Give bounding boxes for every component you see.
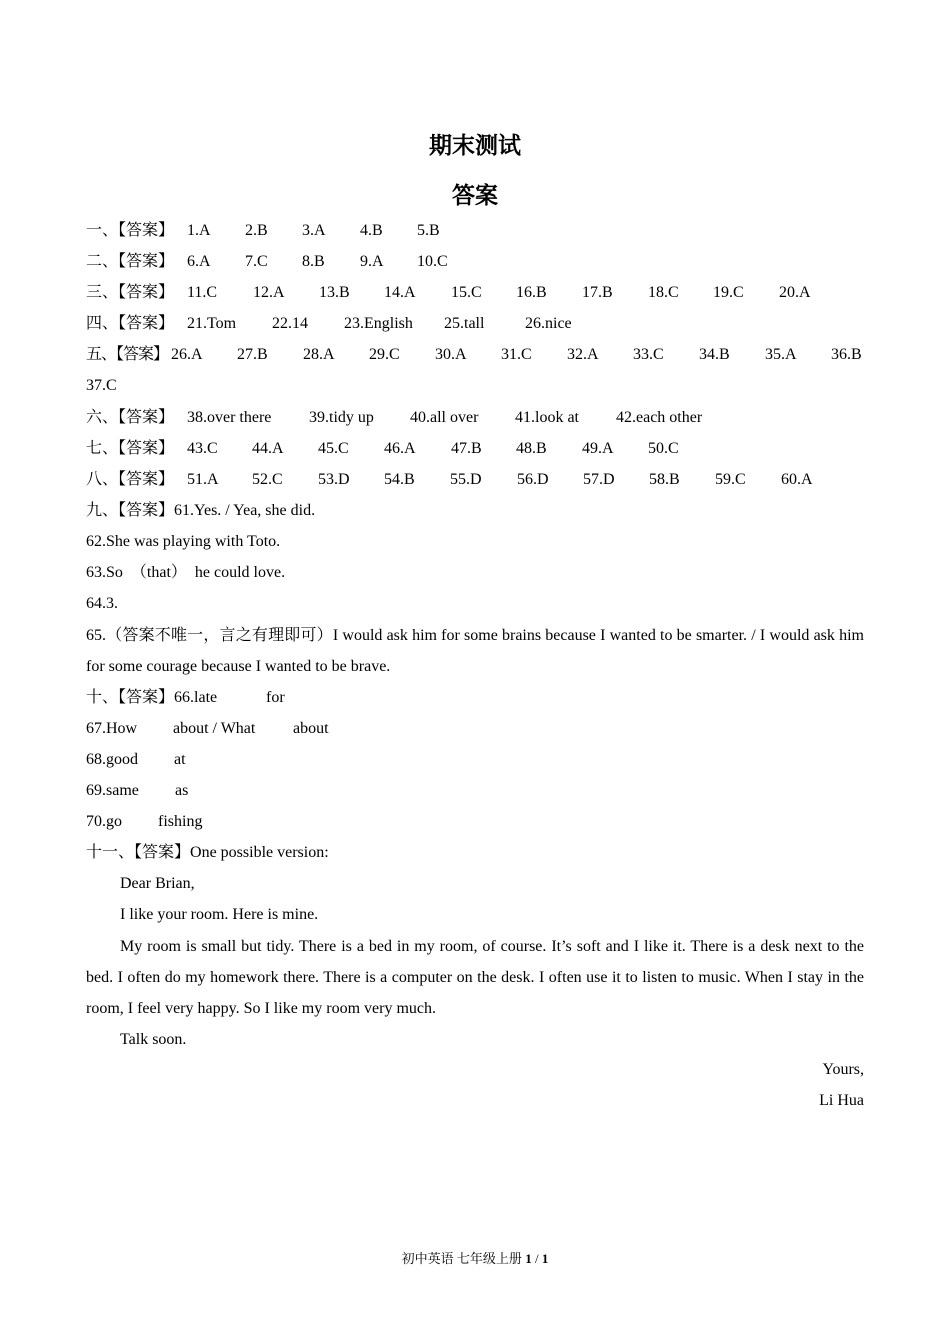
answer-item: 54.B [384, 471, 415, 488]
letter-signature: Li Hua [819, 1092, 864, 1109]
answer-row-5 [86, 345, 862, 365]
answer-item: 11.C [187, 284, 218, 301]
answer-item: 26.A [171, 346, 203, 363]
letter-paragraph-1: I like your room. Here is mine. [120, 906, 319, 923]
answer-item: 7.C [245, 253, 268, 270]
answer-item: 30.A [435, 346, 467, 363]
footer-text: 初中英语 七年级上册 [401, 1251, 522, 1266]
page-footer [0, 1248, 950, 1267]
answer-item: 17.B [582, 284, 613, 301]
footer-separator: / [534, 1251, 539, 1266]
answer-row-8 [86, 470, 813, 490]
answer-item: 50.C [648, 440, 679, 457]
answer-item: 2.B [245, 222, 268, 239]
answer-row-5-cont [86, 376, 117, 396]
section-10-q67 [86, 719, 329, 739]
answer-item: 18.C [648, 284, 679, 301]
answer-text: 61.Yes. / Yea, she did. [174, 502, 316, 519]
answer-item: 43.C [187, 440, 218, 457]
answer-item: 13.B [319, 284, 350, 301]
answer-item: 29.C [369, 346, 400, 363]
answer-item: 3.A [302, 222, 326, 239]
answer-item: 28.A [303, 346, 335, 363]
answer-item: 48.B [516, 440, 547, 457]
answer-item: 58.B [649, 471, 680, 488]
answer-item: 47.B [451, 440, 482, 457]
page-subtitle: 答案 [452, 183, 498, 209]
row-label: 一、【答案】 [86, 222, 175, 239]
answer-item: 31.C [501, 346, 532, 363]
answer-text: for [266, 689, 285, 706]
row-label: 九、【答案】 [86, 502, 175, 519]
section-9-q64: 64.3. [86, 595, 118, 612]
answer-item: 26.nice [525, 315, 572, 332]
answer-item: 14.A [384, 284, 416, 301]
footer-page-number: 1 [525, 1251, 532, 1266]
answer-text: One possible version: [190, 844, 329, 861]
row-label: 八、【答案】 [86, 471, 175, 488]
row-label: 七、【答案】 [86, 440, 175, 457]
answer-text: as [175, 782, 189, 799]
section-9-q62: 62.She was playing with Toto. [86, 533, 281, 550]
row-label: 十一、【答案】 [86, 844, 191, 861]
answer-item: 5.B [417, 222, 440, 239]
answer-item: 21.Tom [187, 315, 237, 332]
answer-item: 39.tidy up [309, 409, 374, 426]
answer-item: 34.B [699, 346, 730, 363]
answer-item: 42.each other [616, 409, 703, 426]
answer-row-6 [86, 408, 703, 428]
answer-item: 12.A [253, 284, 285, 301]
answer-item: 46.A [384, 440, 416, 457]
row-label: 六、【答案】 [86, 409, 175, 426]
answer-row-1 [86, 221, 440, 241]
letter-closing: Yours, [822, 1061, 864, 1078]
answer-item: 49.A [582, 440, 614, 457]
section-10-q66 [86, 688, 285, 708]
section-11-header [86, 843, 329, 863]
answer-item: 59.C [715, 471, 746, 488]
answer-item: 27.B [237, 346, 268, 363]
answer-item: 41.look at [515, 409, 579, 426]
row-label: 四、【答案】 [86, 315, 175, 332]
answer-item: 44.A [252, 440, 284, 457]
answer-text: at [174, 751, 186, 768]
answer-item: 8.B [302, 253, 325, 270]
answer-item: 10.C [417, 253, 448, 270]
answer-item: 6.A [187, 253, 211, 270]
answer-item: 19.C [713, 284, 744, 301]
answer-item: 23.English [344, 315, 413, 332]
answer-text: 66.late [174, 689, 218, 706]
row-label: 二、【答案】 [86, 253, 175, 270]
answer-item: 16.B [516, 284, 547, 301]
answer-item: 36.B [831, 346, 862, 363]
answer-text: 67.How [86, 720, 138, 737]
answer-item: 40.all over [410, 409, 479, 426]
answer-item: 45.C [318, 440, 349, 457]
answer-item: 1.A [187, 222, 211, 239]
answer-text: fishing [158, 813, 203, 830]
letter-greeting: Dear Brian, [120, 875, 195, 892]
answer-item: 60.A [781, 471, 813, 488]
answer-item: 56.D [517, 471, 549, 488]
answer-item: 53.D [318, 471, 350, 488]
answer-text: 68.good [86, 751, 138, 768]
row-label: 三、【答案】 [86, 284, 175, 301]
answer-item: 4.B [360, 222, 383, 239]
footer-page-total: 1 [541, 1251, 549, 1266]
answer-item: 52.C [252, 471, 283, 488]
row-label: 五、【答案】 [86, 346, 169, 363]
answer-item: 35.A [765, 346, 797, 363]
answer-text: 70.go [86, 813, 122, 830]
answer-item: 37.C [86, 377, 117, 394]
answer-row-7 [86, 439, 679, 459]
answer-row-2 [86, 252, 448, 272]
answer-row-3 [86, 283, 811, 303]
answer-item: 51.A [187, 471, 219, 488]
answer-item: 22.14 [272, 315, 308, 332]
answer-text: about [293, 720, 329, 737]
section-10-q70 [86, 812, 203, 832]
answer-text: 69.same [86, 782, 139, 799]
page-title: 期末测试 [429, 133, 521, 159]
answer-text: about / What [173, 720, 256, 737]
row-label: 十、【答案】 [86, 689, 175, 706]
answer-row-4 [86, 314, 572, 334]
answer-item: 25.tall [444, 315, 485, 332]
answer-item: 38.over there [187, 409, 272, 426]
answer-item: 15.C [451, 284, 482, 301]
answer-item: 57.D [583, 471, 615, 488]
answer-item: 33.C [633, 346, 664, 363]
answer-item: 55.D [450, 471, 482, 488]
answer-text: （that） [130, 564, 187, 581]
answer-item: 32.A [567, 346, 599, 363]
answer-item: 9.A [360, 253, 384, 270]
letter-paragraph-3: Talk soon. [120, 1031, 187, 1048]
section-9-q65: 65.（答案不唯一，言之有理即可）I would ask him for some brains because I wanted to be smarter. / I would ask him for some courage because I wanted to be brave. [86, 627, 864, 675]
section-10-q69 [86, 781, 189, 801]
section-9-q63 [86, 563, 285, 583]
section-10-q68 [86, 750, 186, 770]
letter-paragraph-2: My room is small but tidy. There is a bed in my room, of course. It’s soft and I like it. There is a desk next to the bed. I often do my homework there. There is a computer on the desk. I often use it to listen to music. When I stay in the room, I feel very happy. So I like my room very much. [86, 938, 864, 1017]
section-9-q61 [86, 501, 315, 521]
answer-text: 63.So [86, 564, 123, 581]
answer-text: he could love. [194, 564, 286, 581]
answer-item: 20.A [779, 284, 811, 301]
